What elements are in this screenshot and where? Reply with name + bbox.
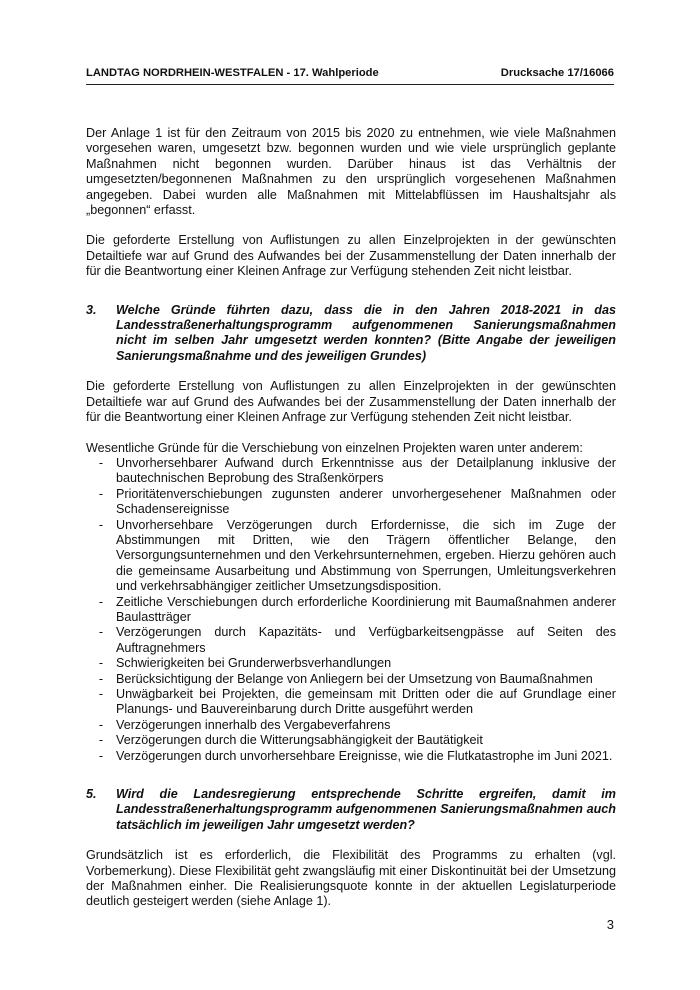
list-item: - Unvorhersehbare Verzögerungen durch Erfordernisse, die sich im Zuge der Abstimmungen mit Dritten, wie den Trägern öffentlicher Belange, den Versorgungsunternehmen und den Verkehrsunternehmen, ergeben. Hierzu gehören auch die gemeinsame Ausarbeitung und Abstimmung von Sperrungen, Umleitungsverkehren und verkehrsabhängiger zeitlicher Umsetzungsdisposition. — [98, 517, 616, 594]
page-number: 3 — [606, 917, 614, 932]
list-item: - Verzögerungen durch die Witterungsabhängigkeit der Bautätigkeit — [98, 733, 483, 748]
list-item: - Verzögerungen durch Kapazitäts- und Verfügbarkeitsengpässe auf Seiten des Auftragnehmers — [98, 625, 616, 655]
reasons-list — [86, 456, 616, 764]
question-3-number: 3. — [86, 302, 97, 317]
list-item: - Verzögerungen durch unvorhersehbare Ereignisse, wie die Flutkatastrophe im Juni 2021. — [98, 748, 613, 763]
question-5-text: Wird die Landesregierung entsprechende Schritte ergreifen, damit im Landesstraßenerhaltungsprogramm aufgenommenen Sanierungsmaßnahmen auch tatsächlich im jeweiligen Jahr umgesetzt werden? — [116, 787, 616, 832]
header-parliament: LANDTAG NORDRHEIN-WESTFALEN - 17. Wahlperiode — [86, 67, 379, 79]
list-item: - Zeitliche Verschiebungen durch erforderliche Koordinierung mit Baumaßnahmen anderer Baulastträger — [98, 594, 616, 624]
list-item: - Verzögerungen innerhalb des Vergabeverfahrens — [98, 717, 391, 732]
paragraph-answer-3: Die geforderte Erstellung von Auflistungen zu allen Einzelprojekten in der gewünschten Detailtiefe war auf Grund des Aufwandes bei der Zusammenstellung der Daten innerhalb der für die Beantwortung einer Kleinen Anfrage zur Verfügung stehenden Zeit nicht leistbar. — [86, 379, 616, 425]
document-body — [86, 126, 616, 925]
question-3 — [86, 303, 616, 365]
list-item: - Berücksichtigung der Belange von Anliegern bei der Umsetzung von Baumaßnahmen — [98, 671, 593, 686]
question-5-number: 5. — [86, 787, 97, 802]
list-item: - Schwierigkeiten bei Grunderwerbsverhandlungen — [98, 656, 392, 671]
paragraph-not-feasible: Die geforderte Erstellung von Auflistungen zu allen Einzelprojekten in der gewünschten Detailtiefe war auf Grund des Aufwandes bei der Zusammenstellung der Daten innerhalb der für die Beantwortung einer Kleinen Anfrage zur Verfügung stehenden Zeit nicht leistbar. — [86, 233, 616, 279]
header-rule — [86, 84, 614, 85]
list-item: - Prioritätenverschiebungen zugunsten anderer unvorhergesehener Maßnahmen oder Schadensereignisse — [98, 486, 616, 517]
paragraph-answer-5: Grundsätzlich ist es erforderlich, die Flexibilität des Programms zu erhalten (vgl. Vorbemerkung). Diese Flexibilität geht zwangsläufig mit einer Diskontinuität bei der Umsetzung der Maßnahmen einher. Die Realisierungsquote konnte in der aktuellen Legislaturperiode deutlich gesteigert werden (siehe Anlage 1). — [86, 848, 616, 909]
list-item: - Unwägbarkeit bei Projekten, die gemeinsam mit Dritten oder die auf Grundlage einer Planungs- und Bauvereinbarung durch Dritte ausgeführt werden — [98, 687, 616, 717]
paragraph-reasons-intro: Wesentliche Gründe für die Verschiebung von einzelnen Projekten waren unter anderem: — [86, 440, 583, 455]
paragraph-annex-reference: Der Anlage 1 ist für den Zeitraum von 2015 bis 2020 zu entnehmen, wie viele Maßnahmen vorgesehen waren, umgesetzt bzw. begonnen wurden und wie viele ursprünglich geplante Maßnahmen nicht begonnen wurden. Darüber hinaus ist das Verhältnis der umgesetzten/begonnenen Maßnahmen zu den ursprünglich vorgesehenen Maßnahmen angegeben. Dabei wurden alle Maßnahmen mit Mittelabflüssen im Haushaltsjahr als „begonnen“ erfasst. — [86, 126, 616, 218]
question-5 — [86, 787, 616, 833]
list-item: - Unvorhersehbarer Aufwand durch Erkenntnisse aus der Detailplanung inklusive der bautechnischen Beprobung des Straßenkörpers — [98, 455, 616, 486]
header-print-number: Drucksache 17/16066 — [500, 67, 614, 79]
question-3-text: Welche Gründe führten dazu, dass die in den Jahren 2018-2021 in das Landesstraßenerhaltungsprogramm aufgenommenen Sanierungsmaßnahmen nicht im selben Jahr umgesetzt werden konnten? (Bitte Angabe der jeweiligen Sanierungsmaßnahme und des jeweiligen Grundes) — [116, 302, 616, 363]
